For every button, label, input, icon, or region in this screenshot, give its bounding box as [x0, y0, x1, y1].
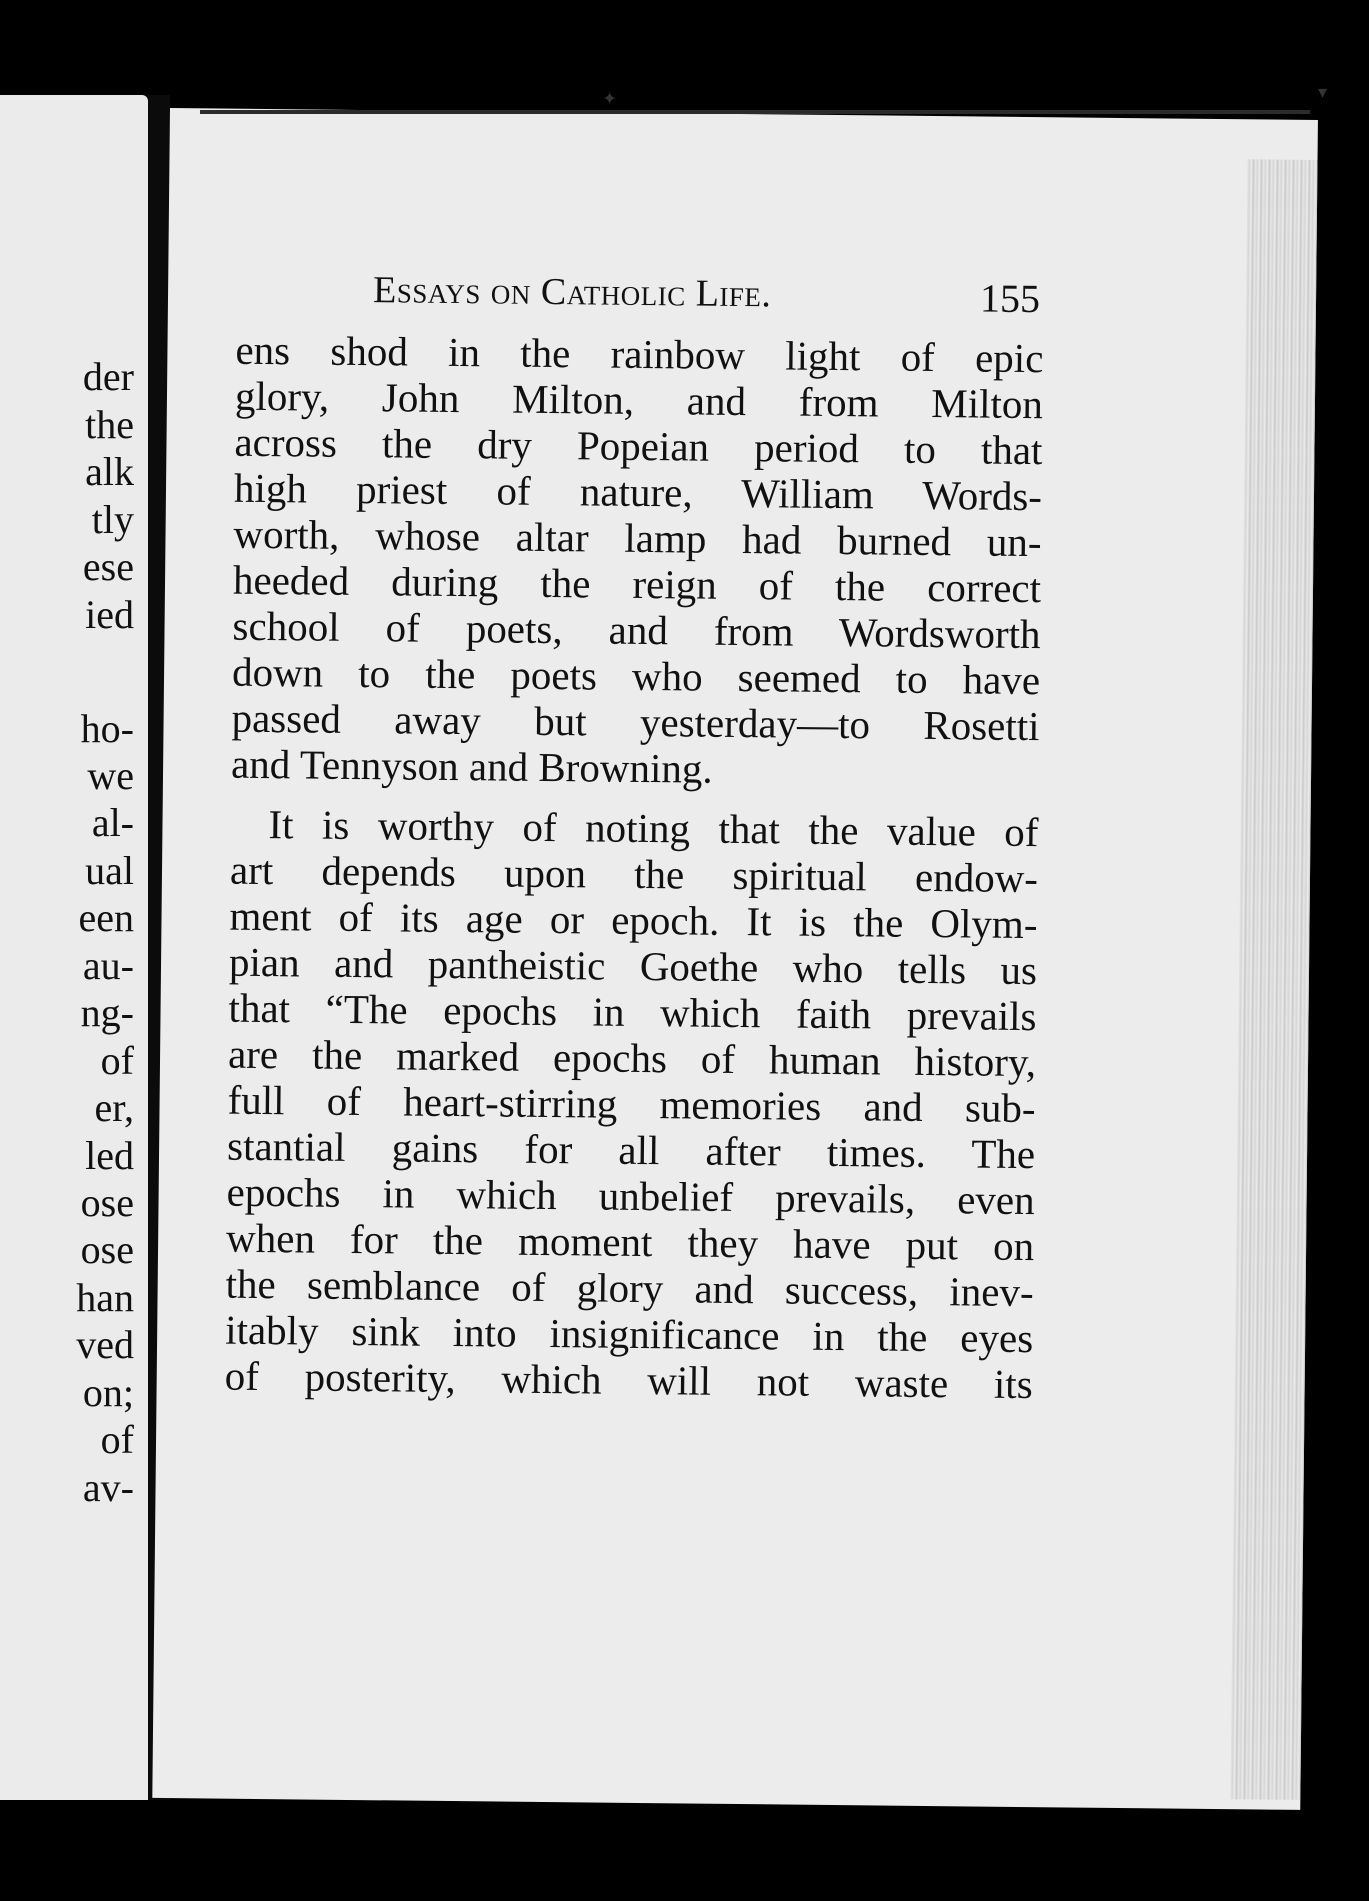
left-page-fragment: of — [100, 1417, 134, 1462]
left-page-fragment: of — [100, 1038, 134, 1083]
body-text — [224, 327, 1043, 1407]
left-page-fragment: ho- — [80, 706, 134, 751]
text-line: epochs in which unbelief prevails, even — [226, 1168, 1035, 1224]
text-line: and Tennyson and Browning. — [230, 740, 713, 792]
text-line: across the dry Popeian period to that — [234, 418, 1043, 474]
text-line: glory, John Milton, and from Milton — [234, 372, 1044, 428]
left-page-fragment: ied — [85, 592, 134, 637]
text-line: itably sink into insignificance in the eyes — [224, 1306, 1034, 1362]
left-page-fragment: der — [82, 354, 134, 399]
left-page-fragment: au- — [82, 943, 134, 988]
left-page-fragment: ose — [80, 1227, 134, 1272]
text-line: down to the poets who seemed to have — [231, 648, 1041, 704]
text-line: ens shod in the rainbow light of epic — [235, 326, 1044, 382]
left-page-fragment: the — [85, 402, 134, 447]
text-line: when for the moment they have put on — [225, 1214, 1035, 1270]
text-line: pian and pantheistic Goethe who tells us — [228, 938, 1038, 994]
left-page-fragment: tly — [91, 497, 134, 542]
left-page-fragment: ese — [82, 544, 134, 589]
running-head: Essays on Catholic Life. — [372, 269, 772, 316]
text-line: school of poets, and from Wordsworth — [232, 602, 1041, 658]
scan-speck-icon: ▾ — [1318, 82, 1328, 103]
left-page-fragment: han — [76, 1275, 134, 1320]
scan-speck-icon: ✦ — [602, 88, 618, 110]
left-page-fragment: alk — [85, 449, 134, 494]
text-line: the semblance of glory and success, inev- — [225, 1260, 1034, 1316]
text-line: worth, whose altar lamp had burned un- — [233, 510, 1042, 566]
left-page-fragment: ual — [85, 848, 134, 893]
left-page-fragment: ng- — [80, 990, 134, 1035]
page-number: 155 — [979, 275, 1041, 322]
left-page-fragment: een — [78, 895, 134, 940]
left-page-fragment: ose — [80, 1180, 134, 1225]
text-line: art depends upon the spiritual endow- — [229, 846, 1039, 902]
text-line: It is worthy of noting that the value of — [268, 801, 1039, 856]
left-facing-page — [0, 95, 148, 1800]
left-page-fragment: er, — [94, 1085, 134, 1130]
left-page-fragment: ved — [76, 1322, 134, 1367]
left-page-fragment: al- — [91, 800, 134, 845]
text-line: heeded during the reign of the correct — [232, 556, 1042, 612]
right-page — [152, 88, 1318, 1810]
text-line: passed away but yesterday—to Rosetti — [231, 694, 1040, 750]
text-line: of posterity, which will not waste its — [224, 1352, 1033, 1408]
left-page-fragment: on; — [82, 1370, 134, 1415]
left-page-fragment: led — [85, 1133, 134, 1178]
left-page-fragment: av- — [82, 1465, 134, 1510]
page-top-edge — [200, 110, 1310, 114]
page-edge-stack — [1230, 159, 1317, 1800]
text-line: high priest of nature, William Words- — [233, 464, 1043, 520]
text-line: stantial gains for all after times. The — [226, 1122, 1036, 1178]
text-line: that “The epochs in which faith prevails — [228, 984, 1037, 1040]
text-line: are the marked epochs of human history, — [227, 1030, 1037, 1086]
left-page-fragment: we — [87, 753, 134, 798]
text-line: full of heart-stirring memories and sub- — [227, 1076, 1036, 1132]
text-line: ment of its age or epoch. It is the Olym- — [229, 892, 1038, 948]
